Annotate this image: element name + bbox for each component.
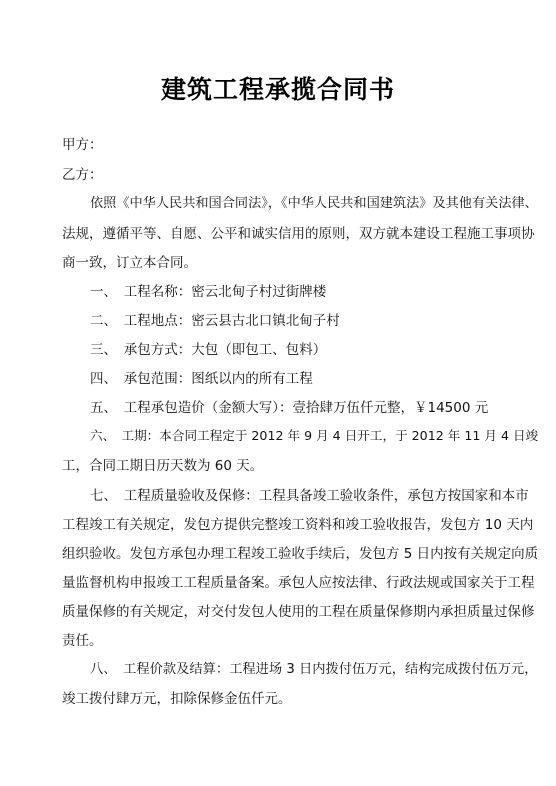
clause-contract-method: 三、 承包方式：大包（即包工、包料） (90, 342, 327, 358)
clause-payment-line-2: 竣工拨付肆万元，扣除保修金伍仟元。 (62, 691, 292, 707)
preamble-line-2: 法规，遵循平等、自愿、公平和诚实信用的原则，双方就本建设工程施工事项协 (62, 226, 535, 242)
clause-contract-scope: 四、 承包范围：图纸以内的所有工程 (90, 371, 313, 387)
clause-project-location: 二、 工程地点：密云县古北口镇北甸子村 (90, 313, 340, 329)
preamble-line-3: 商一致，订立本合同。 (62, 255, 197, 271)
clause-quality-line-5: 质量保修的有关规定，对交付发包人使用的工程在质量保修期内承担质量过保修 (62, 604, 535, 620)
document-title: 建筑工程承揽合同书 (160, 75, 395, 104)
clause-quality-line-3: 组织验收。发包方承包办理工程竣工验收手续后，发包方 5 日内按有关规定向质 (62, 546, 539, 562)
clause-quality-line-1: 七、 工程质量验收及保修：工程具备竣工验收条件，承包方按国家和本市 (90, 488, 529, 504)
preamble-line-1: 依照《中华人民共和国合同法》，《中华人民共和国建筑法》及其他有关法律、 (90, 196, 538, 211)
clause-contract-price: 五、 工程承包造价（金额大写）：壹拾肆万伍仟元整，￥14500 元 (90, 400, 489, 416)
party-a-label: 甲方： (62, 137, 103, 153)
clause-quality-line-6: 责任。 (62, 633, 103, 649)
clause-duration-line-1: 六、 工期：本合同工程定于 2012 年 9 月 4 日开工，于 2012 年 11 月 4 日竣 (90, 428, 539, 443)
clause-quality-line-4: 量监督机构申报竣工工程质量备案。承包人应按法律、行政法规或国家关于工程 (62, 575, 535, 591)
clause-duration-line-2: 工，合同工期日历天数为 60 天。 (62, 458, 264, 474)
clause-payment-line-1: 八、 工程价款及结算：工程进场 3 日内拨付伍万元，结构完成拨付伍万元， (90, 662, 538, 677)
clause-quality-line-2: 工程竣工有关规定，发包方提供完整竣工资料和竣工验收报告，发包方 10 天内 (62, 517, 534, 533)
clause-project-name: 一、 工程名称：密云北甸子村过街牌楼 (90, 284, 327, 300)
party-b-label: 乙方： (62, 167, 103, 183)
